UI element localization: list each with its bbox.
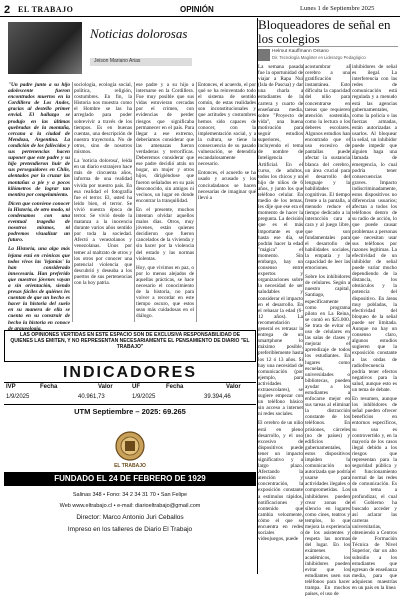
paragraph: La Historia, una algo más lejana está en crónicas que todos vivos las 'lejanías' la han considerado innecesaria. Han preferido que nuestros jóvenes vayan a sin orientación, siendo presas fáciles de quiénes les cuentan de que un hecho es hacer la historia del suelo en su manera de ella se cuenta en su construir de hecho la historia en conoce de arqueología, — [8, 246, 70, 332]
column-divider — [196, 82, 197, 322]
paragraph: Dicen que conviene conocer la Historia, de otro modo, ni condenamos con una eventual tragedia de nosotros mismos, ni podremos visualizar un futuro. — [8, 200, 70, 244]
printing-line: Impreso en los talleres de Diario El Trabajo — [67, 526, 193, 533]
indicator-value: 40.961,73 — [78, 394, 105, 400]
indicator-header: Fecha — [40, 384, 58, 390]
indicator-header: UF — [132, 384, 140, 390]
article-column — [198, 82, 256, 322]
article-column — [305, 64, 350, 597]
indicators-rule — [4, 404, 256, 405]
paragraph: Hoy, que vivimos en paz, o por lo menos alejados de aquellas prácticas, se hace necesario el conocimiento de la historia, no para volver a recordar en este tiempo oscuro, que estos sean más cuidadosas en el diálogo. — [136, 264, 194, 320]
newspaper-logo — [108, 430, 152, 470]
section-title: OPINIÓN — [180, 5, 214, 14]
paragraph: ese padre y a su hijo a internarse en la Cordillera. Fue muy posible que sus vidas estuvieran cercadas por el crimen, con evidencias de perder riesgos que significaba permanecer en el país. Para llegar a ese extremo, deberíamos considerar que las amenazas fueron verdaderas y terroríficas. Deberemos considerar que ese padre decidió atrás un hogar, un mujer y otros hijos, dirigiéndose que fueron señalados en su país desconocido, sin amigos ni vecinos, un lugar en donde encontrar la tranquilidad. — [136, 82, 194, 204]
article-column — [136, 82, 194, 322]
utm-value: UTM Septiembre – 2025: 69.265 — [74, 407, 186, 416]
article-column — [352, 64, 397, 591]
title-rule — [258, 46, 398, 47]
issue-date: Lunes 1 de Septiembre 2025 — [300, 5, 375, 12]
article-author: Helmut Kauffmann Orsano — [272, 49, 329, 54]
article-author: Jeison Mariano Arias — [94, 58, 141, 64]
paragraph: La 'noticia dolorosa', leída en un diario extranjero hace más de cincuenta años, informa de una realidad vivida por nuestro país. En esa realidad el fotografía fue el terror. El, usted ha leído bien, el terror. Se vivió nuestra época de terror. Se vivió desde la matanza a la inocencia durante varios años sentido por toda la sociedad. Afectó a venezolanos y venezolanas. Unos por temer al maltrato de otros y los otros por conocer una potencial violencia que descubrió y deseaba a los puertos de sus pertenencias con la hoy patria. — [74, 158, 132, 286]
paragraph: La semana pasada fue la oportunidad de viajar a Rapa Nui (Isla de Pascua) y dar una charla a estudiantes de la carrera y cuarto de enseñanza media, sobre "Proyecto de vida", una buena motivación para seguir estudios superiores, incluyendo el tema de nombre de Inteligencia Artificial. En el curso, de adultos, todos los chicos y un hijo de niños de 6 años, y junto los que teléfono celular. En medio de los temas, les dije que ese era el momento de hacer la pregunta. La decisión que es el más importante es que hasta ese día, se podrán hacer la edad "mágica" el momento. Sin embargo, hay un consenso entre expertos y organizaciones sobre la necesidad de ser saludables y considerar el impacto en el desarrollo. En el rebasar la edad (6-12 años). La recomendación general es retrasar la entrega de un smartphone lo máximo posible, preferiblemente hasta los 12 ó 13 años. Si hay una necesidad de comunicación (por ejemplo, para actividades extraescolares), se sugiere empezar con un teléfono básico sin acceso a internet ni redes sociales. — [258, 64, 303, 418]
article-title: Noticias dolorosas — [90, 26, 188, 41]
paragraph: sociología, ecología social, política, religión, costumbres. En fin, la Historia nos muestra como el Hombre se las ha arreglado para poder sobrevivir a través de los tiempos. Es en buenas cuentas, una descripción de nuestra trayectoria. No de otros, sino de nosotros mismos. — [74, 82, 132, 156]
author-photo — [258, 49, 270, 61]
column-divider — [134, 82, 135, 322]
author-photo — [8, 22, 82, 74]
indicator-value: 39.394,46 — [204, 394, 231, 400]
indicators-title: INDICADORES — [62, 364, 197, 381]
paragraph: Entonces, el acuerdo, el por qué se ha reinventado todo el sistema de sentido común, de estas realidades son inconstitucionales y que actitudes y costumbres hemos sido capaces de conocer, con la implementación social, y a la cultura, se tiene la consecuencia de su pasado vulneración, se detendría escandalosamente necesario. — [198, 82, 256, 168]
indicator-header: Valor — [98, 384, 113, 390]
paragraph: En resumen, aunque los inhibidores de señal pueden ofrecer beneficios en entornos específicos, su uso es controvertido y, en la mayoría de los casos ilegal debido a los riesgos que representan para la seguridad pública y el funcionamiento normal de las redes de comunicación. Es un tema a profundizar, el cual el Gobierno ha buscado acceder y así aclarar las carreras universitarias, obteniendo a Centros de Formación Técnica de Nivel Superior, dar un alto subsidio a los estudiantes que egresan de enseñanza media, para que adquieran maestrías en un país en la línea — [352, 396, 397, 591]
column-divider — [350, 64, 351, 572]
contact-web-email: Web www.eltrabajo.cl • e-mail: diarioeltrabajo@gmail.com — [59, 503, 201, 509]
article-column — [8, 82, 70, 332]
paragraph: "Un padre junto a su hijo adolescente fueron encontrados muertos en la Cordillera de Los Andes, gracias al destello primer envial. El hallazgo se produjo en las últimas quebradas de la montaña, cercana a la ciudad de Mendoza, Argentina. La condición de los fallecidos y sus pertenencias hacen suponer que este padre y su hijo pretendieron huir de sus perseguidores en Chile, alentados por la cruzar las montañas a pie y a pocos kilómetros de lograr tan mentira por congelamiento. — [8, 82, 70, 198]
masthead: EL TRABAJO — [18, 5, 74, 14]
page-number: 2 — [4, 4, 11, 16]
indicator-header: Valor — [226, 384, 241, 390]
logo-text: EL TRABAJO — [114, 463, 146, 469]
paragraph: acostumbrar al cerebro a una gratificación instantánea. Esto dificulta la capacidad del niño para concentrarse en tareas que requieren atención sostenida, como la lectura o los deberes escolares. Algunos estudios han encontrado que el uso excesivo de pantallas puede afectar la sustancia blanca del cerebro, un área crucial para el desarrollo del lenguaje y la habilidades cognitivas. El tiempo frente a la pantalla, a menudo reduce el tiempo dedicado a la interacción cara a cara y al juego libre, que son fundamentales para el desarrollo de habilidades sociales, la empatía y la capacidad de leer las emociones. — [305, 64, 350, 272]
paragraph: El cerebro de un niño está en pleno desarrollo, y el uso excesivo de dispositivos puede tener un impacto significativo y a largo plazo. Afectando la atención y concentración, la exposición constante a estímulos rápidos, notificaciones y contenido que cambia velozmente, cómo el que se encuentra en redes sociales o videojuegos, puede — [258, 420, 303, 543]
indicator-date: 1/9/2025 — [132, 394, 156, 400]
article-column — [258, 64, 303, 574]
indicator-header: Fecha — [166, 384, 184, 390]
paragraph: inhibidores de señal es ilegal. La interferencia con las redes de comunicación está regulada y a menudo está las agencias gubernamentales, como la policía o las fuerzas armadas, están autorizadas a usarlos. Al bloquear la señal, un inhibidor puede impedir que alguien haga una llamada de emergencia, lo cual podría tener consecuencias graves. Impacto indiscriminadamente, estos dispositivos no diferencian usuarios; afectan a todos los teléfonos dentro de su radio de acción, lo que puede causar problemas a personas que necesitan usar sus teléfonos por razones legítimas. La efectividad de un inhibidor de señal puede variar mucho dependiendo de la distancia, los obstáculos y la potencia del dispositivo. En áreas muy pobladas, la efectividad del bloqueo de la señal puede ser limitada. Aunque no hay un consenso claro, algunos estudios sugieren que la exposición constante a las ondas de radiofrecuencia podría tener efectos negativos para la salud, aunque esto es un tema de debate. — [352, 64, 397, 393]
director-line: Director: Marco Antonio Juri Ceballos — [76, 514, 184, 521]
paragraph: En el presente, muchos intentan olvidar aquellos malos días. Otros, muy jóvenes, están quienes decidieron que fueron cancelados de la vivienda y sin hacer por la violencia del estado y las normas violentas. — [136, 206, 194, 262]
column-divider — [303, 64, 304, 572]
author-role: Dir. Tecnología Magíster en Liderazgo Pedagógico — [272, 55, 366, 60]
founded-date: FUNDADO EL 24 DE FEBRERO DE 1929 — [54, 474, 206, 483]
indicator-header: IVP — [6, 384, 16, 390]
indicators-rule — [4, 382, 256, 383]
disclaimer-box: LAS OPINIONES VERTIDAS EN ESTE ESPACIO SON DE EXCLUSIVA RESPONSABILIDAD DE QUIENES LAS EMITEN, Y NO REPRESENTAN NECESARIAMENTE EL PENSAMIENTO DE DIARIO "EL TRABAJO" — [4, 330, 256, 362]
paragraph: Sobre los inhibidores de celulares. Según a nuestro capital, Santiago, específicamente como programa piloto en La Reina, se contó en $25.000. Se trata de evitar el uso de celulares en las salas de clases y mejorar el aprendizaje de todos los estudiantes. En lugares como escuelas, universidades o bibliotecas, pueden ayudar a los estudiantes a enfocarse mejor en sus tareas al eliminar la distracción constante de los teléfonos. En prisiones, cárceles (no de países) y edificios gubernamentales, estos dispositivos impiden la comunicación no autorizada que podría usarse para actividades ilegales o comprometidas. Los inhibidores pueden crear zonas de silencio en lugares como cines, teatros y templos, lo que mejora la experiencia de los asistentes y respeta las normas del lugar. En los exámenes académicos, los inhibidores pueden evitar que los estudiantes usen sus teléfonos para hacer trampa. En muchos países, el uso de — [305, 274, 350, 597]
indicator-date: 1/9/2025 — [6, 394, 30, 400]
article-title: Bloqueadores de señal en los colegios — [258, 17, 391, 46]
contact-address: Salinas 348 • Fono: 34 2 34 31 70 • San Felipe — [72, 492, 188, 498]
article-column — [74, 82, 132, 322]
paragraph: Entonces, el acuerdo se ha usado y acusado y los conciudadanos se hacen necesarias de imaginar qué llevó a — [198, 170, 256, 201]
column-divider — [72, 82, 73, 322]
